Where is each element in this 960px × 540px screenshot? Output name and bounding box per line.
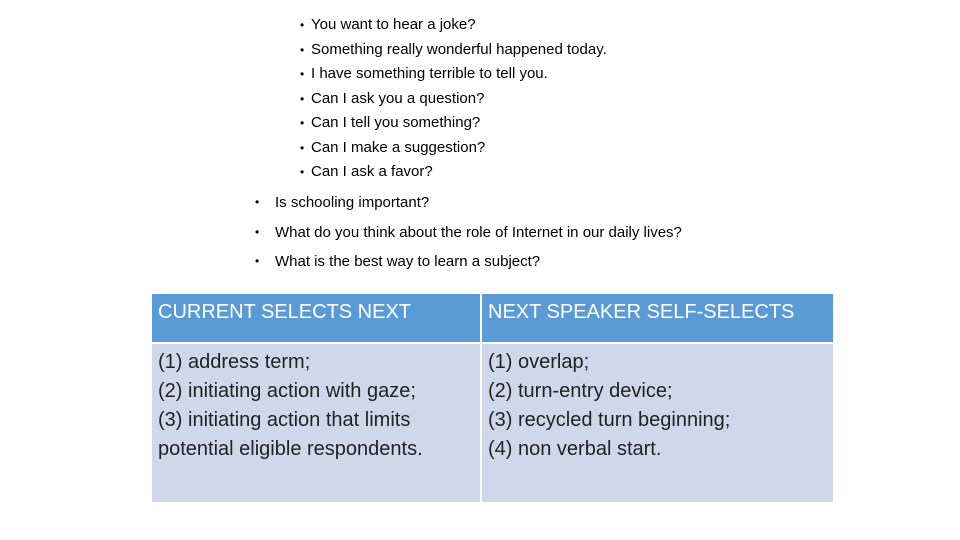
list-item: • Can I tell you something? (300, 111, 607, 136)
discussion-questions-list (255, 188, 682, 277)
cell-line: (2) initiating action with gaze; (158, 380, 416, 402)
list-item: • I have something terrible to tell you. (300, 62, 607, 87)
table-header-row (151, 293, 834, 343)
list-item: • Can I make a suggestion? (300, 136, 607, 161)
list-item: • Is schooling important? (255, 188, 682, 218)
opening-questions-list (300, 13, 607, 185)
cell-line: (1) overlap; (488, 351, 590, 373)
cell-line: (3) initiating action that limits (158, 409, 411, 431)
current-selects-next-cell (151, 343, 481, 503)
list-item: • Can I ask a favor? (300, 160, 607, 185)
cell-line: (4) non verbal start. (488, 438, 662, 460)
list-item: • Something really wonderful happened today. (300, 38, 607, 63)
list-item: • What do you think about the role of Internet in our daily lives? (255, 218, 682, 248)
list-item: • What is the best way to learn a subject? (255, 247, 682, 277)
table-row (151, 343, 834, 503)
next-speaker-self-selects-cell (481, 343, 834, 503)
cell-line: (2) turn-entry device; (488, 380, 673, 402)
list-item: • Can I ask you a question? (300, 87, 607, 112)
header-next-speaker-self-selects: NEXT SPEAKER SELF-SELECTS (481, 293, 834, 343)
list-item: • You want to hear a joke? (300, 13, 607, 38)
cell-line: potential eligible respondents. (158, 438, 423, 460)
header-current-selects-next: CURRENT SELECTS NEXT (151, 293, 481, 343)
cell-line: (1) address term; (158, 351, 311, 373)
cell-line: (3) recycled turn beginning; (488, 409, 731, 431)
turn-taking-table (150, 292, 835, 504)
